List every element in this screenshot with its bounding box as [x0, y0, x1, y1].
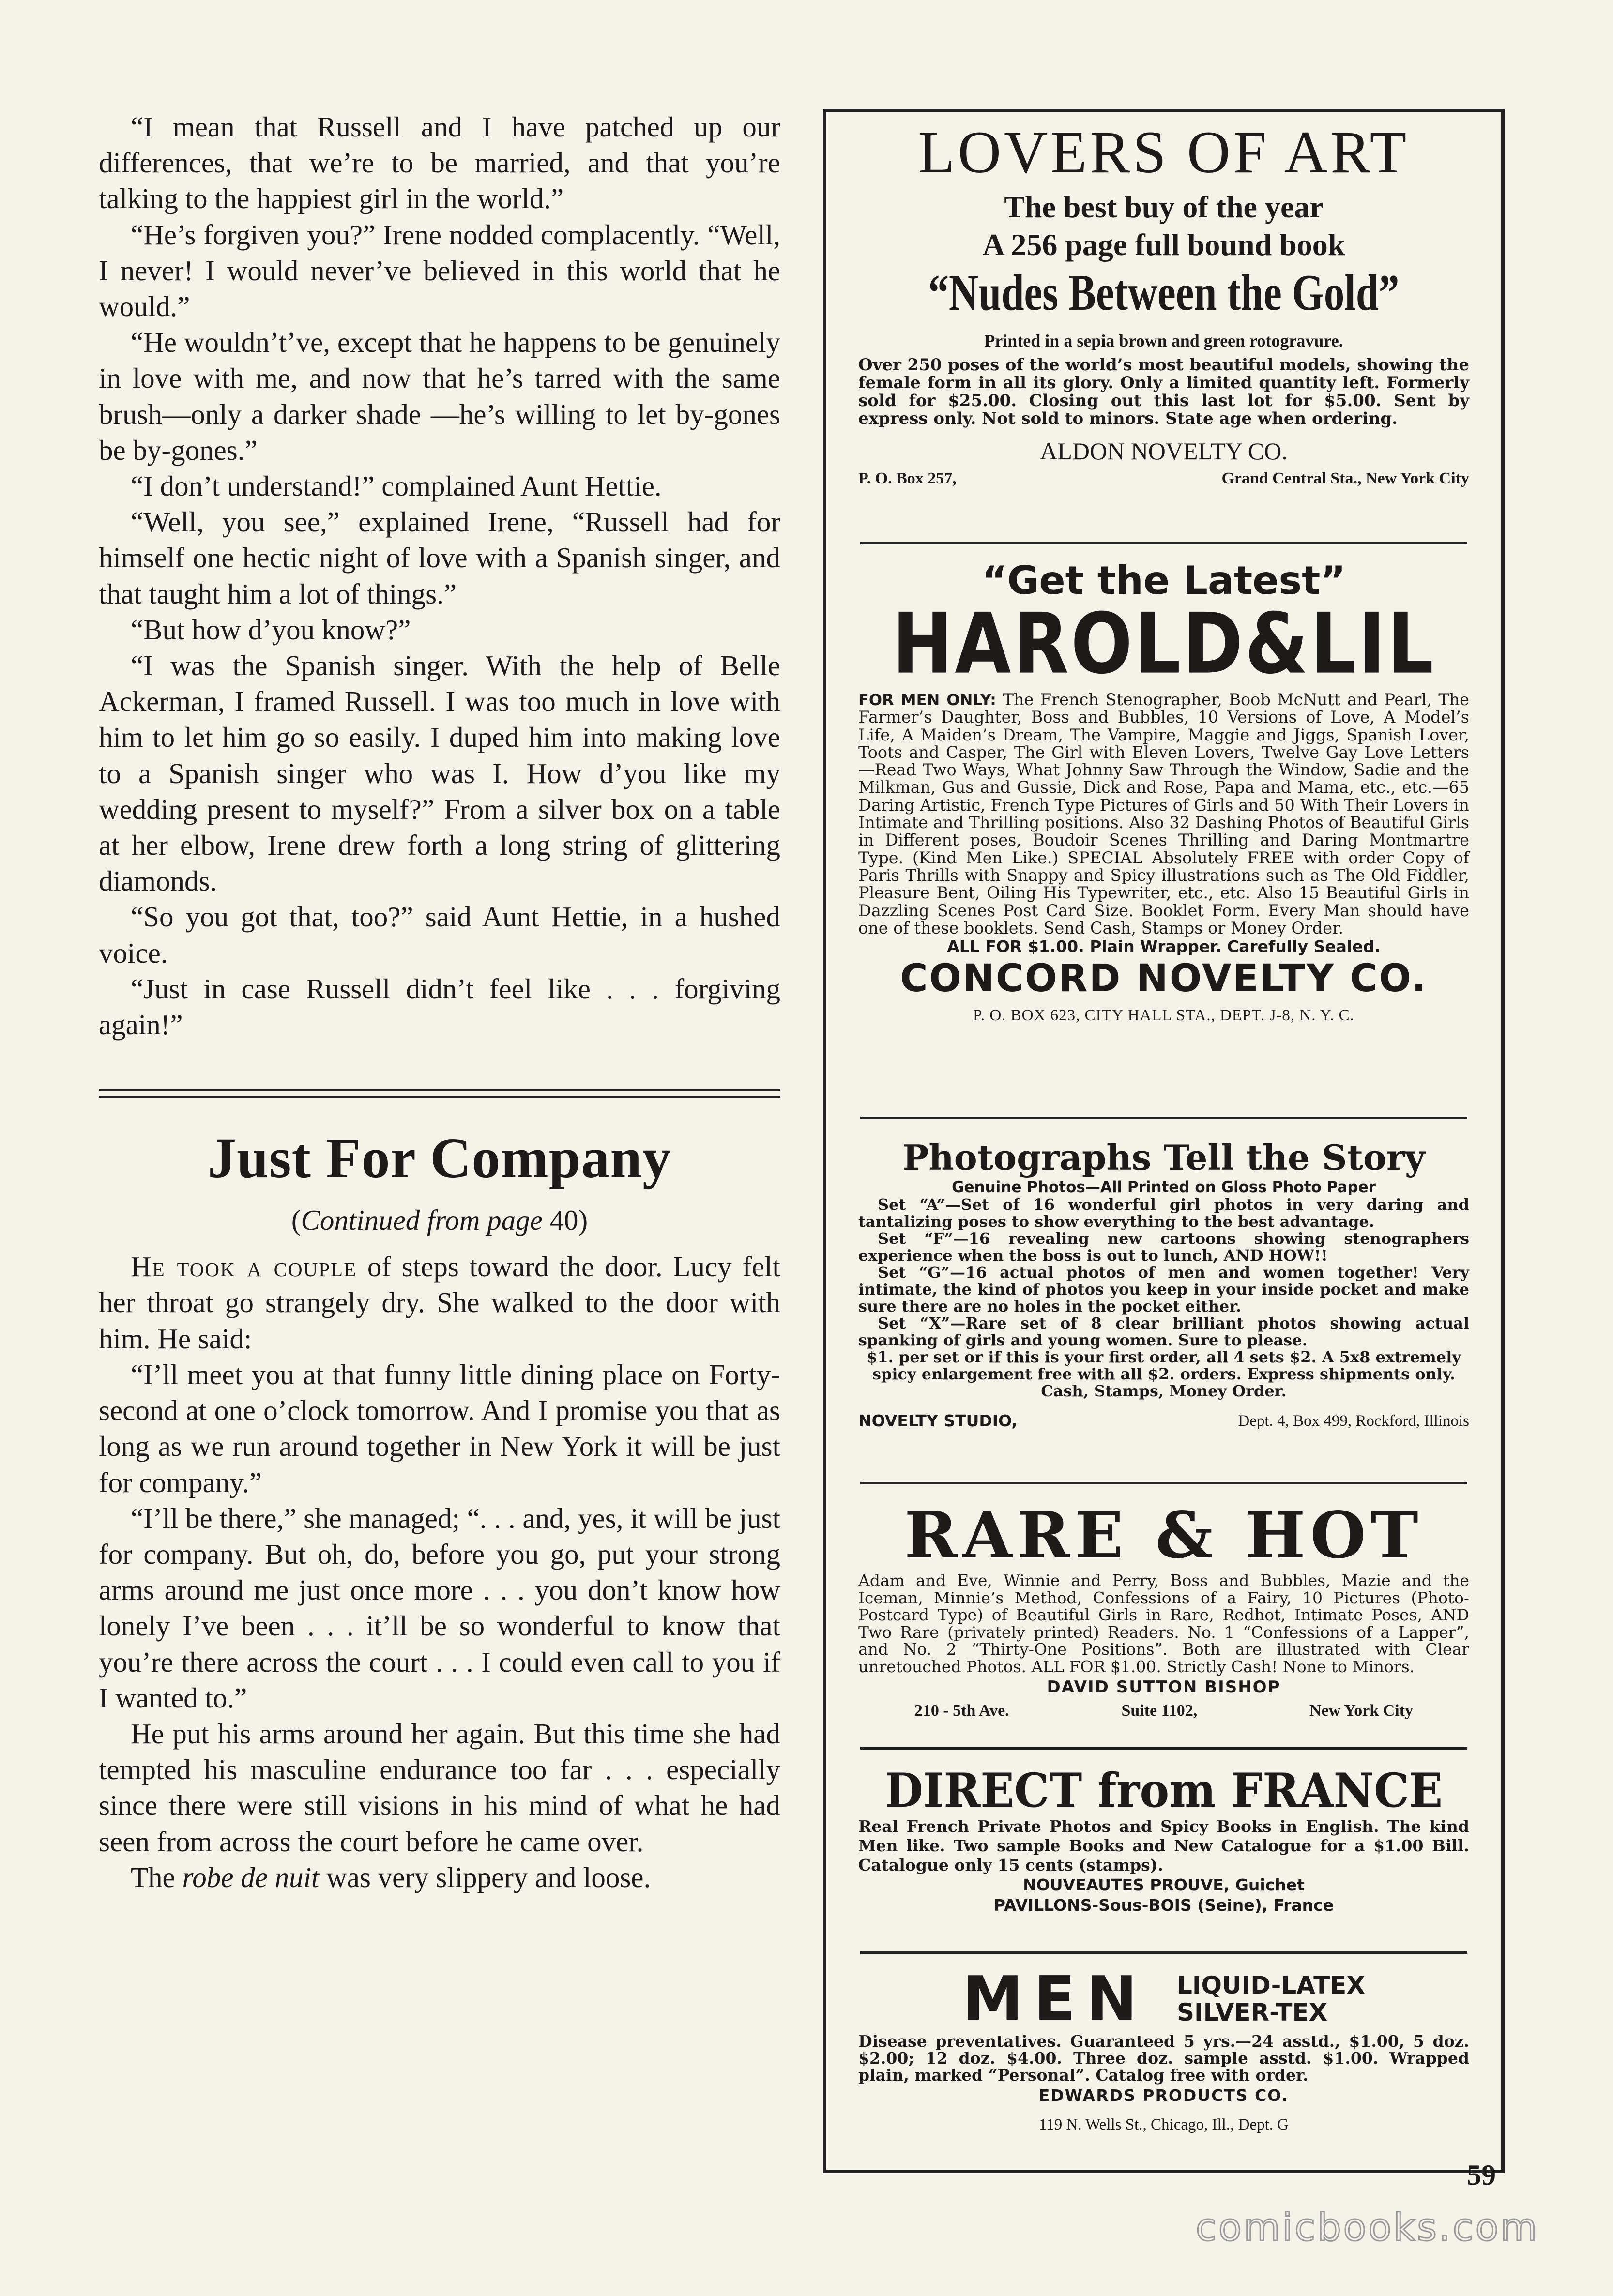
ad-france-body: Real French Private Photos and Spicy Books in English. The kind Men like. Two sample Books and New Catalogue for a $1.00 Bill. Catalogue only 15 cents (stamps). — [858, 1817, 1469, 1874]
section-title: Just For Company — [208, 1126, 671, 1190]
ad-rare-addr3: New York City — [1309, 1702, 1414, 1720]
ad-photos-setX: Set “X”—Rare set of 8 clear brilliant photos showing actual spanking of girls and young women. Sure to please. — [858, 1314, 1469, 1349]
ad-france-address: PAVILLONS-Sous-BOIS (Seine), France — [993, 1896, 1334, 1915]
ad-men-header — [858, 1965, 1469, 2033]
ad-art-sub1: The best buy of the year — [1004, 190, 1324, 224]
ad-harold-price: ALL FOR $1.00. Plain Wrapper. Carefully Sealed. — [947, 937, 1381, 956]
ad-men-headline: MEN — [962, 1963, 1148, 2034]
ad-separator — [860, 542, 1467, 544]
ad-separator — [860, 1117, 1467, 1119]
story-paragraph: “Just in case Russell didn’t feel like . . . forgiving again!” — [99, 972, 780, 1041]
watermark: comicbooks.com — [1196, 2206, 1539, 2250]
ad-art-address-left: P. O. Box 257, — [858, 469, 957, 487]
ad-men-products — [1177, 1972, 1365, 2026]
story-paragraph: “He’s forgiven you?” Irene nodded complacently. “Well, I never! I would never’ve believed in this world that he would.” — [99, 218, 780, 323]
ads-box — [823, 109, 1505, 2173]
story-paragraph — [99, 1859, 780, 1895]
ad-photos-headline: Photographs Tell the Story — [902, 1137, 1425, 1178]
ad-men-product2: SILVER-TEX — [1177, 1998, 1328, 2026]
ad-separator — [860, 1747, 1467, 1750]
ad-france-headline: DIRECT from FRANCE — [884, 1763, 1443, 1818]
ad-art-body: Over 250 poses of the world’s most beautiful models, showing the female form in all its glory. Only a limited quantity left. Formerly sold for $25.00. Closing out this last lot for $5.00. Sent by express only. Not sold to minors. State age when ordering. — [858, 355, 1469, 428]
ad-photos-address: Dept. 4, Box 499, Rockford, Illinois — [1238, 1412, 1469, 1430]
ad-art-printed: Printed in a sepia brown and green rotogravure. — [984, 331, 1343, 350]
ad-photos-setF: Set “F”—16 revealing new cartoons showing stenographers experience when the boss is out to lunch, AND HOW!! — [858, 1229, 1469, 1265]
ad-men-company: EDWARDS PRODUCTS CO. — [1038, 2086, 1289, 2105]
ad-photos-footer — [858, 1405, 1469, 1436]
last-italic: robe de nuit — [182, 1861, 320, 1893]
story-paragraph: “I mean that Russell and I have patched up our differences, that we’re to be married, and that you’re talking to the happiest girl in the world.” — [99, 111, 780, 215]
ad-photos-price: $1. per set or if this is your first order, all 4 sets $2. A 5x8 extremely spicy enlargement free with all $2. orders. Express shipments only. Cash, Stamps, Money Order. — [867, 1348, 1461, 1400]
story-paragraph — [99, 1249, 780, 1357]
ad-rare-address — [858, 1699, 1469, 1722]
ad-art-company: ALDON NOVELTY CO. — [1040, 438, 1288, 465]
ad-rare-body: Adam and Eve, Winnie and Perry, Boss and Bubbles, Mazie and the Iceman, Minnie’s Method, Confessions of a Fairy, 10 Pictures (Photo-Postcard Type) of Beautiful Girls in Rare, Redhot, Intimate Poses, AND Two Rare (privately printed) Readers. No. 1 “Confessions of a Lapper”, and No. 2 “Thirty-One Positions”. Both are illustrated with Clear unretouched Photos. ALL FOR $1.00. Strictly Cash! None to Minors. — [858, 1571, 1469, 1676]
ad-france-company: NOUVEAUTES PROUVE, Guichet — [1023, 1875, 1305, 1894]
lead-rest: of steps toward the door. Lucy felt her throat go strangely dry. She walked to the door with him. He said: — [99, 1251, 780, 1355]
story-column — [99, 109, 780, 1895]
ad-separator — [860, 1951, 1467, 1954]
ad-photos-company: NOVELTY STUDIO, — [858, 1411, 1018, 1430]
ad-harold-company: CONCORD NOVELTY CO. — [900, 957, 1428, 1001]
ad-rare-headline: RARE & HOT — [904, 1498, 1423, 1573]
ad-art-title: “Nudes Between the Gold” — [928, 264, 1400, 321]
ad-separator — [860, 1482, 1467, 1484]
ad-art-address-right: Grand Central Sta., New York City — [1221, 469, 1469, 487]
story-paragraph: “So you got that, too?” said Aunt Hettie, in a hushed voice. — [99, 901, 780, 969]
story-paragraph: He put his arms around her again. But this time she had tempted his masculine endurance too far . . . especially since there were still visions in his mind of what he had seen from across the court before he came over. — [99, 1717, 780, 1858]
ad-direct-from-france — [826, 1765, 1501, 1916]
story-paragraph: “But how d’you know?” — [131, 613, 411, 646]
story-paragraph: “I was the Spanish singer. With the help of Belle Ackerman, I framed Russell. I was too much in love with him to let him go so easily. I duped him into making love to a Spanish singer who was I. How d’you like my wedding present to myself?” From a silver box on a table at her elbow, Irene drew forth a long string of glittering diamonds. — [99, 650, 780, 897]
lead-smallcaps: He took a couple — [131, 1251, 357, 1283]
story-paragraph: “Well, you see,” explained Irene, “Russell had for himself one hectic night of love with a Spanish singer, and that taught him a lot of things.” — [99, 506, 780, 610]
continued-note: (Continued from page 40) — [291, 1204, 588, 1237]
continued-prefix: Continued from page — [301, 1204, 543, 1237]
page-number: 59 — [1467, 2159, 1496, 2191]
ad-rare-addr1: 210 - 5th Ave. — [914, 1702, 1009, 1720]
ad-rare-addr2: Suite 1102, — [1121, 1702, 1198, 1720]
story-paragraph: “I don’t understand!” complained Aunt Hettie. — [131, 470, 662, 502]
ad-photographs — [826, 1137, 1501, 1436]
section-divider — [99, 1089, 780, 1098]
ad-rare-hot — [826, 1499, 1501, 1722]
ad-rare-company: DAVID SUTTON BISHOP — [1047, 1677, 1281, 1697]
continued-page: 40 — [549, 1204, 578, 1237]
ad-art-sub2: A 256 page full bound book — [982, 227, 1345, 262]
ad-harold-headline: HAROLD&LIL — [892, 595, 1436, 693]
story-paragraphs-top — [99, 109, 780, 1042]
story-paragraph: “I’ll meet you at that funny little dining place on Forty-second at one o’clock tomorrow. And I promise you that as long as we run around together in New York it will be just for company.” — [99, 1358, 780, 1498]
ad-men-product1: LIQUID-LATEX — [1177, 1971, 1365, 1999]
ad-harold-lil — [826, 557, 1501, 1030]
ad-photos-setG: Set “G”—16 actual photos of men and women together! Very intimate, the kind of photos you keep in your inside pocket and make sure there are no holes in the pocket either. — [858, 1263, 1469, 1315]
story-paragraph: “I’ll be there,” she managed; “. . . and, yes, it will be just for company. But oh, do, before you go, put your strong arms around me just once more . . . you don’t know how lonely I’ve been . . . it’ll be so wonderful to know that you’re there across the court . . . I could even call to you if I wanted to.” — [99, 1502, 780, 1714]
story-paragraph: “He wouldn’t’ve, except that he happens to be genuinely in love with me, and now that he’s tarred with the same brush—only a darker shade —he’s willing to let by-gones be by-gones.” — [99, 326, 780, 466]
ad-lovers-of-art — [826, 112, 1501, 491]
ad-art-headline: LOVERS OF ART — [918, 119, 1410, 185]
ad-harold-lead: FOR MEN ONLY: — [858, 691, 996, 709]
last-post: was very slippery and loose. — [319, 1861, 651, 1893]
ad-harold-body: The French Stenographer, Boob McNutt and Pearl, The Farmer’s Daughter, Boss and Bubbles, 10 Versions of Love, A Model’s Life, A Maiden’s Dream, The Vampire, Maggie and Jiggs, Spanish Lover, Toots and Casper, The Girl with Eleven Lovers, Twelve Gay Love Letters —Read Two Ways, What Johnny Saw Through the Window, Sadie and the Milkman, Gus and Gussie, Dick and Rose, Papa and Mama, etc., etc.—65 Daring Artistic, French Type Pictures of Girls and 50 With Their Lovers in Intimate and Thrilling positions. Also 32 Dashing Photos of Beautiful Girls in Different poses, Boudoir Scenes Thrilling and Daring Montmartre Type. (Kind Men Like.) SPECIAL Absolutely FREE with order Copy of Paris Thrills with Snappy and Spicy illustrations such as The Old Fiddler, Pleasure Bent, Oiling His Typewriter, etc., etc. Also 15 Beautiful Girls in Dazzling Scenes Post Card Size. Booklet Form. Every Man should have one of these booklets. Send Cash, Stamps or Money Order. — [858, 690, 1470, 937]
ad-men-latex — [826, 1965, 1501, 2142]
ad-harold-tagline: “Get the Latest” — [982, 558, 1346, 603]
ad-photos-sub: Genuine Photos—All Printed on Gloss Photo Paper — [952, 1178, 1376, 1196]
ad-men-body: Disease preventatives. Guaranteed 5 yrs.—24 asstd., $1.00, 5 doz. $2.00; 12 doz. $4.00. Three doz. sample asstd. $1.00. Wrapped plain, marked “Personal”. Catalog free with order. — [858, 2032, 1469, 2085]
last-pre: The — [131, 1861, 183, 1893]
ad-photos-setA: Set “A”—Set of 16 wonderful girl photos in very daring and tantalizing poses to show everything to the best advantage. — [858, 1195, 1469, 1231]
ad-art-address — [858, 467, 1469, 491]
ad-harold-address: P. O. BOX 623, CITY HALL STA., DEPT. J-8, N. Y. C. — [973, 1007, 1354, 1025]
ad-harold-body-block — [858, 691, 1469, 937]
ad-men-address: 119 N. Wells St., Chicago, Ill., Dept. G — [1038, 2116, 1289, 2133]
